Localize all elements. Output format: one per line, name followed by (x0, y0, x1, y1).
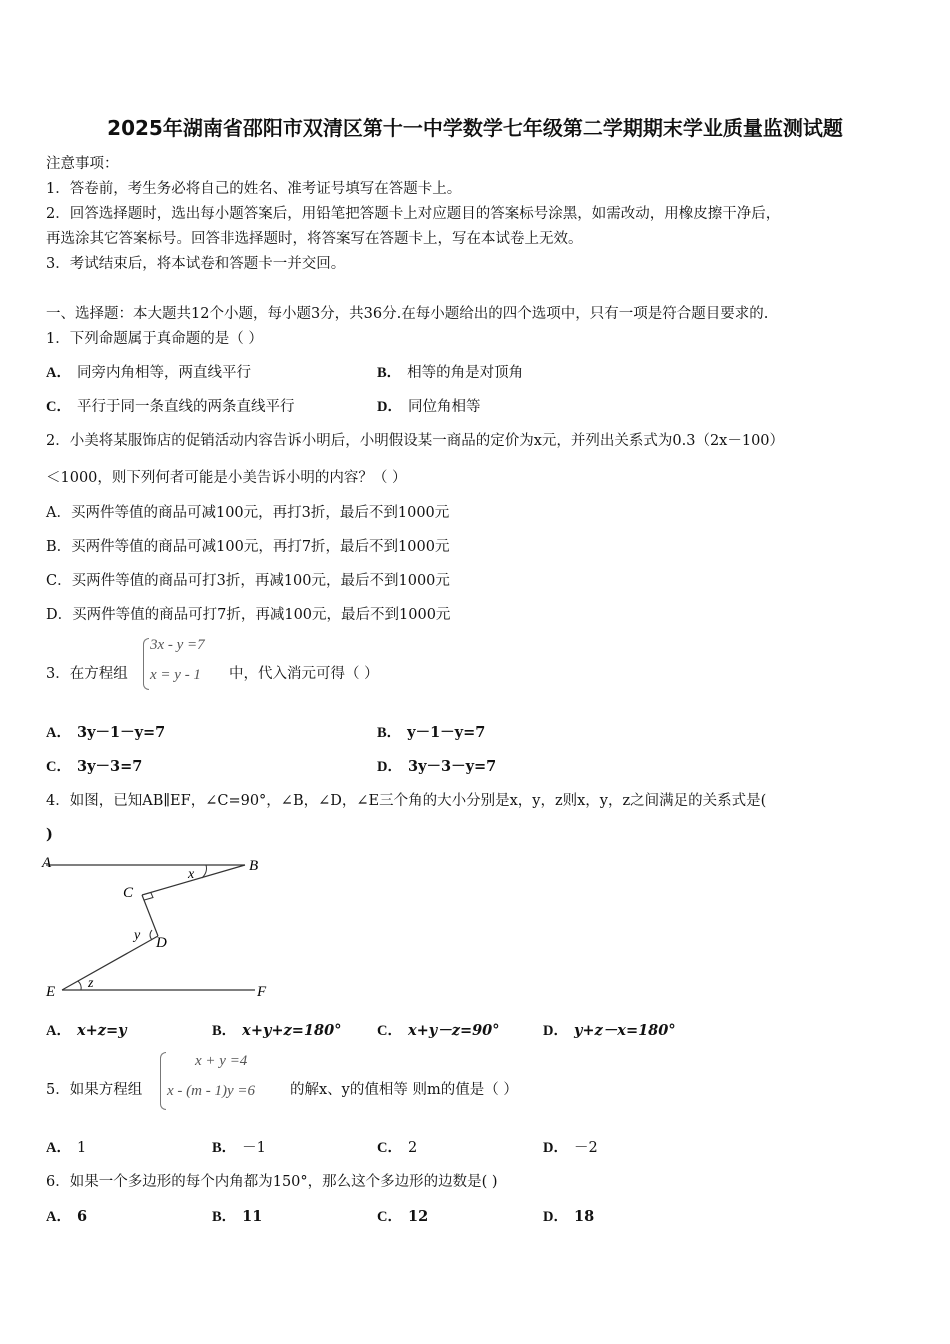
q3-option-c: C． 3y－3=7 (46, 758, 143, 775)
q5-prefix: 5．如果方程组 (46, 1082, 143, 1098)
q5-equation-1: x + y =4 (195, 1053, 248, 1069)
q6-option-b: B． 11 (212, 1208, 263, 1225)
q3-equation-1: 3x - y =7 (150, 637, 205, 653)
q3-option-d: D． 3y－3－y=7 (377, 758, 497, 775)
note-item-2-cont: 再选涂其它答案标号。回答非选择题时，将答案写在答题卡上，写在本试卷上无效。 (46, 231, 583, 247)
q6-option-c: C． 12 (377, 1208, 429, 1225)
q1-option-b: B． 相等的角是对顶角 (377, 365, 524, 381)
label-e: E (46, 984, 56, 1000)
q3-option-a: A． 3y－1－y=7 (46, 724, 166, 741)
section-heading: 一、选择题：本大题共12个小题，每小题3分，共36分.在每小题给出的四个选项中，只有一项是符合题目要求的. (46, 306, 769, 322)
note-item-3: 3．考试结束后，将本试卷和答题卡一并交回。 (46, 256, 346, 272)
q3-system-brace (143, 638, 149, 690)
angle-z-arc (78, 981, 81, 990)
label-c: C (123, 885, 134, 901)
q3-suffix: 中，代入消元可得（ ） (229, 666, 379, 682)
q6-stem: 6．如果一个多边形的每个内角都为150°，那么这个多边形的边数是( ) (46, 1174, 498, 1190)
q4-option-a: A． x+z=y (46, 1022, 127, 1039)
q6-option-a: A． 6 (46, 1208, 88, 1225)
q2-option-a: A．买两件等值的商品可减100元，再打3折，最后不到1000元 (46, 505, 450, 521)
label-a: A (42, 855, 52, 871)
label-y: y (134, 928, 141, 943)
q1-option-c: C． 平行于同一条直线的两条直线平行 (46, 399, 295, 415)
q2-option-c: C．买两件等值的商品可打3折，再减100元，最后不到1000元 (46, 573, 450, 589)
q5-option-d: D． －2 (543, 1140, 598, 1156)
label-d: D (156, 935, 167, 951)
q4-option-d: D． y+z－x=180° (543, 1022, 676, 1039)
q1-option-a: A． 同旁内角相等，两直线平行 (46, 365, 251, 381)
label-x: x (188, 867, 195, 882)
segment-cd (142, 895, 158, 936)
notes-heading: 注意事项： (46, 156, 119, 172)
q1-option-d: D． 同位角相等 (377, 399, 481, 415)
q6-option-d: D． 18 (543, 1208, 595, 1225)
q5-system-brace (160, 1052, 166, 1110)
q5-suffix: 的解x、y的值相等 则m的值是（ ） (290, 1082, 518, 1098)
label-f: F (257, 984, 267, 1000)
q4-option-b: B． x+y+z=180° (212, 1022, 342, 1039)
q5-option-a: A． 1 (46, 1140, 87, 1156)
q1-stem: 1．下列命题属于真命题的是（ ） (46, 331, 263, 347)
q3-option-b: B． y－1－y=7 (377, 724, 486, 741)
label-z: z (88, 976, 94, 991)
q5-option-c: C． 2 (377, 1140, 418, 1156)
note-item-1: 1．答卷前，考生务必将自己的姓名、准考证号填写在答题卡上。 (46, 181, 462, 197)
q4-stem-line2: ) (46, 826, 53, 843)
q2-option-d: D．买两件等值的商品可打7折，再减100元，最后不到1000元 (46, 607, 451, 623)
q2-stem-line1: 2．小美将某服饰店的促销活动内容告诉小明后，小明假设某一商品的定价为x元，并列出关系式为0.3（2x－100） (46, 433, 785, 449)
q4-stem-line1: 4．如图，已知AB∥EF，∠C=90°，∠B，∠D，∠E三个角的大小分别是x，y，z则x，y，z之间满足的关系式是( (46, 793, 767, 809)
q5-option-b: B． －1 (212, 1140, 266, 1156)
angle-y-arc (150, 930, 152, 940)
q2-stem-line2: ＜1000，则下列何者可能是小美告诉小明的内容？（ ） (46, 470, 407, 486)
q3-equation-2: x = y - 1 (150, 667, 201, 683)
q2-option-b: B．买两件等值的商品可减100元，再打7折，最后不到1000元 (46, 539, 450, 555)
note-item-2: 2．回答选择题时，选出每小题答案后，用铅笔把答题卡上对应题目的答案标号涂黑，如需改动，用橡皮擦干净后， (46, 206, 781, 222)
q5-equation-2: x - (m - 1)y =6 (167, 1083, 256, 1099)
label-b: B (249, 858, 259, 874)
q3-prefix: 3．在方程组 (46, 666, 128, 682)
page-title: 2025年湖南省邵阳市双清区第十一中学数学七年级第二学期期末学业质量监测试题 (107, 116, 843, 140)
q4-option-c: C． x+y－z=90° (377, 1022, 500, 1039)
q4-geometry-figure (40, 850, 280, 1005)
segment-de (62, 936, 158, 990)
